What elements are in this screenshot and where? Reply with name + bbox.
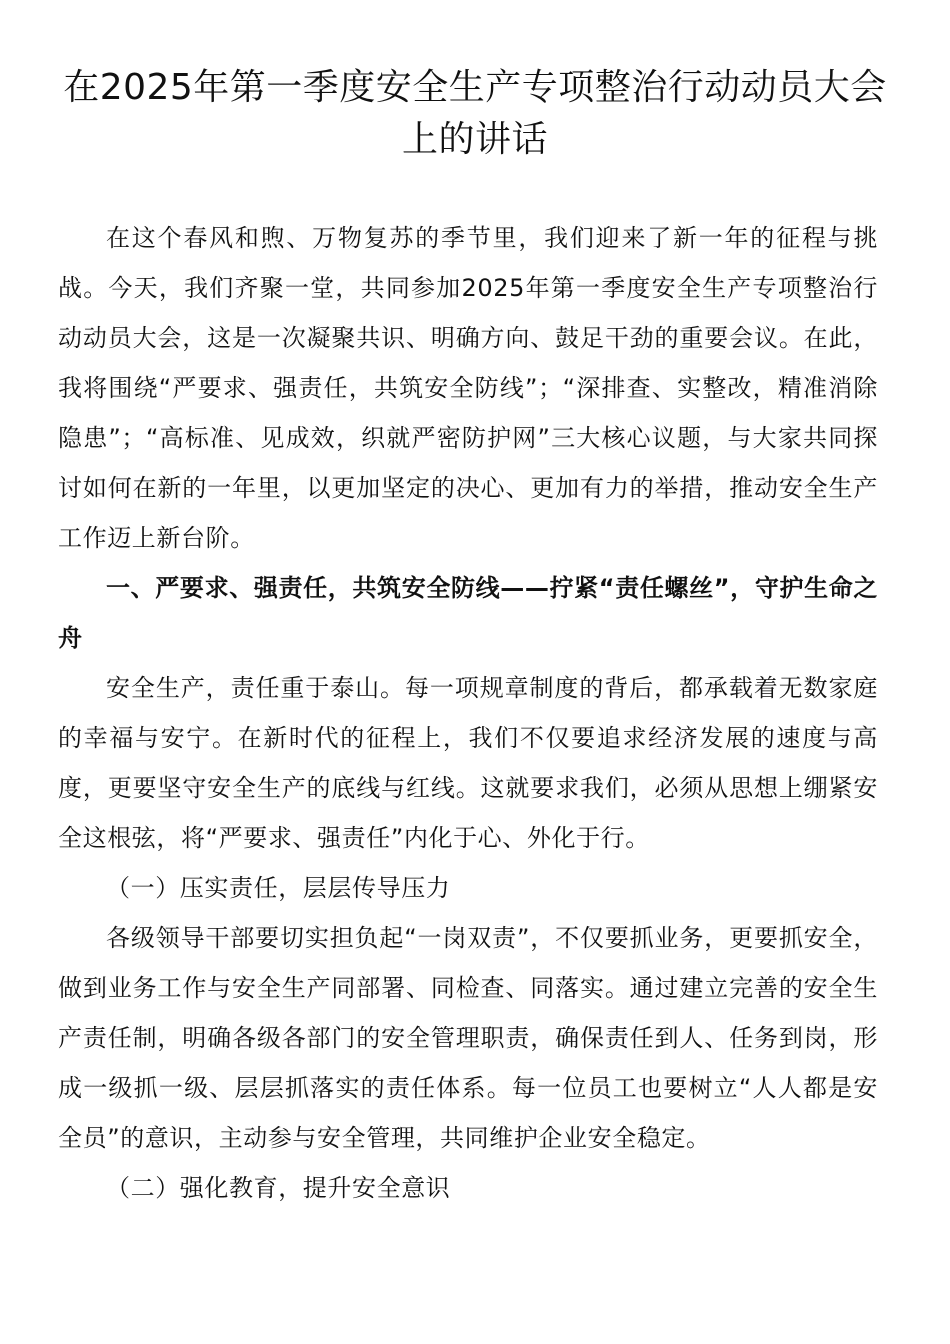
subsection-1-heading: （一）压实责任，层层传导压力 [106,874,451,902]
subsection-2-heading: （二）强化教育，提升安全意识 [106,1174,451,1202]
intro-paragraph: 在这个春风和煦、万物复苏的季节里，我们迎来了新一年的征程与挑战。今天，我们齐聚一堂，共同参加2025年第一季度安全生产专项整治行动动员大会，这是一次凝聚共识、明确方向、鼓足干劲的重要会议。在此，我将围绕“严要求、强责任，共筑安全防线”；“深排查、实整改，精准消除隐患”；“高标准、见成效，织就严密防护网”三大核心议题，与大家共同探讨如何在新的一年里，以更加坚定的决心、更加有力的举措，推动安全生产工作迈上新台阶。 [58,224,878,552]
document-title: 在2025年第一季度安全生产专项整治行动动员大会上的讲话 [63,67,887,160]
document-body [58,213,878,1213]
section-1-heading: 一、严要求、强责任，共筑安全防线——拧紧“责任螺丝”，守护生命之舟 [58,574,878,652]
section-1-paragraph: 安全生产，责任重于泰山。每一项规章制度的背后，都承载着无数家庭的幸福与安宁。在新时代的征程上，我们不仅要追求经济发展的速度与高度，更要坚守安全生产的底线与红线。这就要求我们，必须从思想上绷紧安全这根弦，将“严要求、强责任”内化于心、外化于行。 [58,674,878,852]
subsection-1-paragraph: 各级领导干部要切实担负起“一岗双责”，不仅要抓业务，更要抓安全，做到业务工作与安全生产同部署、同检查、同落实。通过建立完善的安全生产责任制，明确各级各部门的安全管理职责，确保责任到人、任务到岗，形成一级抓一级、层层抓落实的责任体系。每一位员工也要树立“人人都是安全员”的意识，主动参与安全管理，共同维护企业安全稳定。 [58,924,878,1152]
